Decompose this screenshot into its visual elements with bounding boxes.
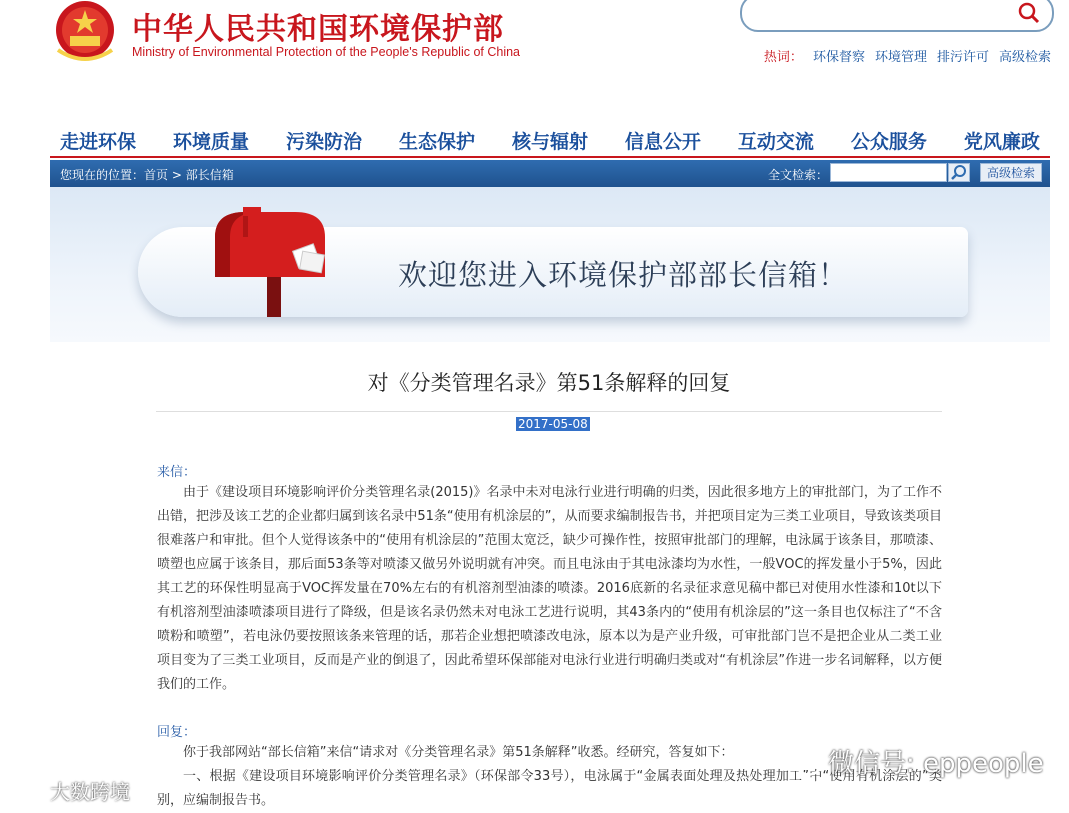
- search-icon[interactable]: [1018, 2, 1040, 24]
- national-emblem-icon: [50, 0, 120, 66]
- source-watermark: [6, 776, 130, 805]
- search-icon: [949, 164, 969, 181]
- mailbox-icon: [205, 207, 345, 317]
- nav-item-public-service[interactable]: 公众服务: [850, 131, 927, 153]
- site-title: 中华人民共和国环境保护部: [132, 12, 504, 47]
- nav-divider: [50, 156, 1050, 158]
- source-name: 大数跨境: [50, 780, 130, 804]
- reply-paragraph-1: 你于我部网站“部长信箱”来信“请求对《分类管理名录》第51条解释”收悉。经研究，答复如下：: [183, 745, 734, 760]
- breadcrumb-prefix: 您现在的位置：: [60, 168, 145, 182]
- nav-item-party[interactable]: 党风廉政: [963, 131, 1040, 153]
- letter-body: 由于《建设项目环境影响评价分类管理名录(2015)》名录中未对电泳行业进行明确的归类，因此很多地方上的审批部门，为了工作不出错，把涉及该工艺的企业都归属到该名录中51条“使用有机涂层的”，从而要求编制报告书，并把项目定为三类工业项目，导致该类项目很难落户和审批。但个人觉得该条中的“使用有机涂层的”范围太宽泛，缺少可操作性，按照审批部门的理解，电泳属于该条目，那喷漆、喷塑也应属于该条目，那后面53条等对喷漆又做另外说明就有冲突。而且电泳由于其电泳漆均为水性，一般VOC的挥发量小于5%，因此其工艺的环保性明显高于VOC挥发量在70%左右的有机溶剂型油漆的喷漆。2016底新的名录征求意见稿中都已对使用水性漆和10t以下有机溶剂型油漆喷漆项目进行了降级，但是该名录仍然未对电泳工艺进行说明，其43条内的“使用有机涂层的”这一条目也仅标注了“不含喷粉和喷塑”，若电泳仍要按照该条来管理的话，那若企业想把喷漆改电泳，原本以为是产业升级，可审批部门岂不是把企业从二类工业项目变为了三类工业项目，反而是产业的倒退了，因此希望环保部能对电泳行业进行明确归类或对“有机涂层”作进一步名词解释，以方便我们的工作。: [157, 485, 942, 692]
- fulltext-search-button[interactable]: [948, 163, 970, 182]
- nav-item-about[interactable]: 走进环保: [60, 131, 137, 153]
- nav-item-environment-quality[interactable]: 环境质量: [172, 131, 249, 153]
- site-header: [0, 0, 1069, 120]
- letter-label: 来信：: [157, 465, 197, 480]
- mailbox-banner: [50, 187, 1050, 342]
- article-date: 2017-05-08: [518, 417, 588, 431]
- main-nav: [50, 120, 1050, 156]
- banner-welcome-text: 欢迎您进入环境保护部部长信箱！: [398, 258, 849, 292]
- hot-words: [764, 46, 1051, 65]
- brand-logo-icon: [6, 780, 46, 802]
- nav-item-information[interactable]: 信息公开: [624, 131, 701, 153]
- article-title: 对《分类管理名录》第51条解释的回复: [367, 371, 731, 395]
- wechat-id: 微信号: eppeople: [828, 749, 1044, 779]
- title-divider: [156, 411, 942, 412]
- hot-words-label: 热词：: [763, 50, 803, 65]
- nav-item-pollution-control[interactable]: 污染防治: [285, 131, 362, 153]
- fulltext-search-input[interactable]: [830, 163, 947, 182]
- breadcrumb-separator: >: [168, 168, 186, 182]
- reply-paragraph-2: 一、根据《建设项目环境影响评价分类管理名录》（环保部令33号），电泳属于“金属表面处理及热处理加工”中“使用有机涂层的”类别，应编制报告书。: [157, 769, 942, 808]
- breadcrumb-bar: [50, 160, 1050, 187]
- breadcrumb-home[interactable]: 首页: [144, 168, 169, 182]
- wechat-icon: [782, 746, 822, 778]
- site-subtitle: Ministry of Environmental Protection of the People's Republic of China: [132, 45, 521, 59]
- site-search-input[interactable]: [740, 0, 1054, 32]
- advanced-search-button[interactable]: 高级检索: [980, 163, 1042, 182]
- fulltext-search-label: 全文检索：: [768, 168, 829, 182]
- wechat-watermark: [782, 743, 1044, 780]
- reply-label: 回复：: [157, 725, 197, 740]
- nav-item-interaction[interactable]: 互动交流: [737, 131, 814, 153]
- hot-link-inspection[interactable]: 环保督察: [812, 50, 865, 65]
- nav-item-nuclear-radiation[interactable]: 核与辐射: [511, 131, 588, 153]
- breadcrumb-current[interactable]: 部长信箱: [185, 168, 234, 182]
- hot-link-management[interactable]: 环境管理: [874, 50, 927, 65]
- nav-item-ecology[interactable]: 生态保护: [398, 131, 475, 153]
- breadcrumb: [60, 166, 234, 183]
- hot-link-advanced-search[interactable]: 高级检索: [998, 50, 1051, 65]
- hot-link-permit[interactable]: 排污许可: [936, 50, 989, 65]
